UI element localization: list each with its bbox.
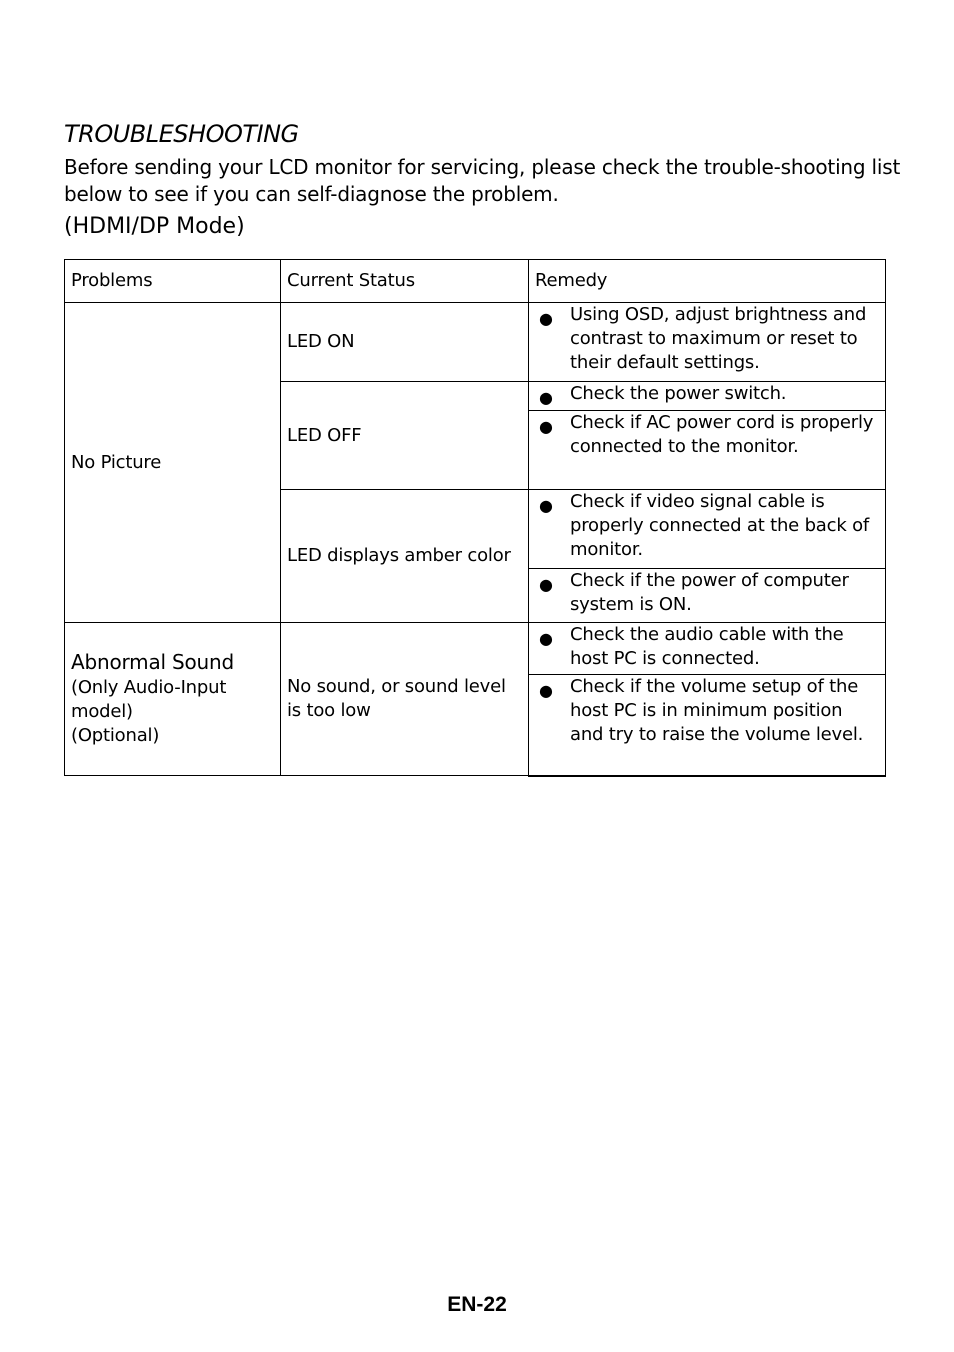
mode-heading: (HDMI/DP Mode) [64,214,245,239]
problem-abnormal-sound [65,623,281,776]
page-title: TROUBLESHOOTING [64,120,299,148]
bullet-icon: ● [539,309,553,328]
header-remedy: Remedy [529,260,886,303]
intro-paragraph: Before sending your LCD monitor for servicing, please check the trouble-shooting list below to see if you can self-diagnose the problem. [64,155,901,206]
troubleshooting-table [64,259,886,777]
bullet-icon: ● [539,388,553,407]
remedy-text: Check if AC power cord is properly connected to the monitor. [570,412,874,457]
status-led-off: LED OFF [281,382,529,490]
problem-note-optional: (Optional) [71,725,160,746]
remedy-item [529,623,886,675]
bullet-icon: ● [539,681,553,700]
remedy-item [529,569,886,623]
header-current-status: Current Status [281,260,529,303]
remedy-text: Check if video signal cable is properly connected at the back of monitor. [570,491,870,560]
status-no-sound: No sound, or sound level is too low [281,623,529,776]
remedy-item [529,675,886,776]
remedy-text: Using OSD, adjust brightness and contrast to maximum or reset to their default settings. [570,304,867,373]
bullet-icon: ● [539,629,553,648]
problem-note-model: (Only Audio-Input model) [71,677,227,722]
table-header-row [65,260,886,303]
remedy-text: Check if the volume setup of the host PC is in minimum position and try to raise the volume level. [570,676,864,745]
remedy-text: Check if the power of computer system is ON. [570,570,849,615]
table-row [65,623,886,675]
status-led-on: LED ON [281,303,529,382]
remedy-item [529,490,886,569]
bullet-icon: ● [539,417,553,436]
remedy-item [529,382,886,411]
header-problems: Problems [65,260,281,303]
table-row [65,303,886,382]
remedy-item [529,411,886,490]
status-led-amber: LED displays amber color [281,490,529,623]
page-number: EN-22 [447,1293,507,1316]
bullet-icon: ● [539,575,553,594]
problem-abnormal-sound-label: Abnormal Sound [71,650,234,674]
remedy-text: Check the power switch. [570,383,787,404]
problem-no-picture: No Picture [65,303,281,623]
remedy-item [529,303,886,382]
remedy-text: Check the audio cable with the host PC is connected. [570,624,844,669]
bullet-icon: ● [539,496,553,515]
